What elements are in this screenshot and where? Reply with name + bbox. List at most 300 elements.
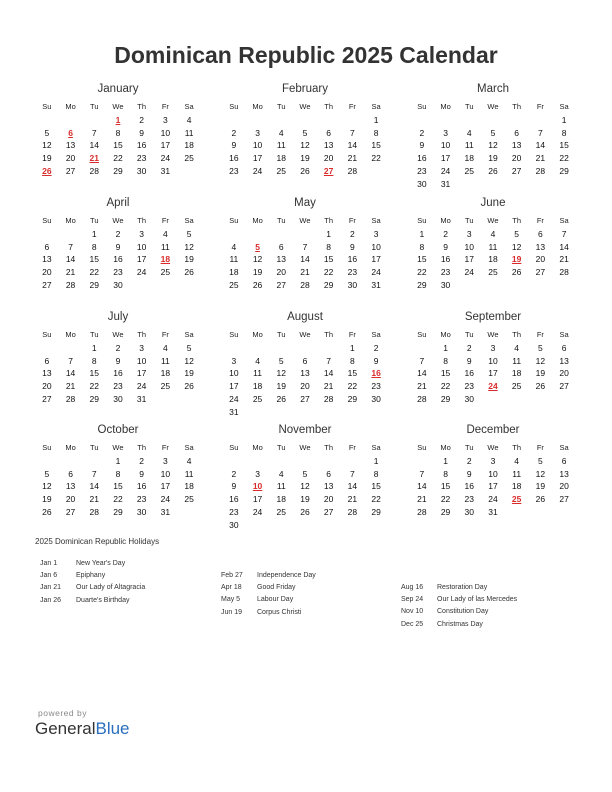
day-cell[interactable]: 23 xyxy=(440,267,451,278)
day-cell[interactable]: 6 xyxy=(538,229,543,239)
day-cell[interactable]: 10 xyxy=(464,241,474,252)
day-cell[interactable]: 24 xyxy=(440,165,451,176)
day-cell[interactable]: 17 xyxy=(488,368,498,379)
day-cell[interactable]: 22 xyxy=(89,381,99,392)
day-cell[interactable]: 13 xyxy=(42,368,52,379)
day-cell[interactable]: 5 xyxy=(514,229,520,239)
day-cell[interactable]: 20 xyxy=(559,368,569,379)
day-cell[interactable]: 22 xyxy=(440,494,451,505)
holiday-day-cell[interactable]: 25 xyxy=(511,494,522,505)
day-cell[interactable]: 27 xyxy=(323,506,334,517)
day-cell[interactable]: 13 xyxy=(535,241,546,252)
day-cell[interactable]: 30 xyxy=(113,393,123,404)
day-cell[interactable]: 26 xyxy=(300,165,310,176)
day-cell[interactable]: 12 xyxy=(535,355,546,366)
holiday-day-cell[interactable]: 6 xyxy=(68,127,73,138)
day-cell[interactable]: 20 xyxy=(511,153,522,164)
day-cell[interactable]: 13 xyxy=(511,140,522,151)
day-cell[interactable]: 29 xyxy=(89,393,99,404)
day-cell[interactable]: 6 xyxy=(302,355,308,366)
day-cell[interactable]: 12 xyxy=(42,140,52,151)
day-cell[interactable]: 28 xyxy=(89,506,99,517)
day-cell[interactable]: 29 xyxy=(347,393,358,404)
day-cell[interactable]: 4 xyxy=(490,229,496,239)
day-cell[interactable]: 5 xyxy=(538,456,543,466)
holiday-day-cell[interactable]: 18 xyxy=(160,254,171,265)
day-cell[interactable]: 15 xyxy=(559,140,569,151)
day-cell[interactable]: 12 xyxy=(535,468,546,479)
day-cell[interactable]: 18 xyxy=(276,494,286,505)
day-cell[interactable]: 9 xyxy=(115,241,121,252)
day-cell[interactable]: 25 xyxy=(252,393,263,404)
day-cell[interactable]: 16 xyxy=(136,481,147,492)
holiday-day-cell[interactable]: 10 xyxy=(252,481,263,492)
day-cell[interactable]: 29 xyxy=(417,279,427,290)
day-cell[interactable]: 22 xyxy=(113,494,123,505)
day-cell[interactable]: 19 xyxy=(42,494,52,505)
day-cell[interactable]: 8 xyxy=(561,127,567,138)
day-cell[interactable]: 15 xyxy=(113,481,123,492)
day-cell[interactable]: 3 xyxy=(373,229,379,239)
day-cell[interactable]: 16 xyxy=(347,254,358,265)
day-cell[interactable]: 6 xyxy=(44,241,50,252)
day-cell[interactable]: 27 xyxy=(300,393,310,404)
day-cell[interactable]: 20 xyxy=(323,494,334,505)
day-cell[interactable]: 2 xyxy=(139,115,145,125)
day-cell[interactable]: 3 xyxy=(231,355,237,366)
day-cell[interactable]: 27 xyxy=(65,165,76,176)
day-cell[interactable]: 13 xyxy=(42,254,52,265)
day-cell[interactable]: 23 xyxy=(417,165,427,176)
day-cell[interactable]: 26 xyxy=(184,267,194,278)
day-cell[interactable]: 5 xyxy=(44,127,50,138)
day-cell[interactable]: 22 xyxy=(417,267,427,278)
day-cell[interactable]: 16 xyxy=(136,140,147,151)
day-cell[interactable]: 16 xyxy=(229,153,239,164)
day-cell[interactable]: 10 xyxy=(488,468,498,479)
day-cell[interactable]: 11 xyxy=(488,241,498,252)
day-cell[interactable]: 24 xyxy=(252,506,263,517)
day-cell[interactable]: 19 xyxy=(184,368,194,379)
day-cell[interactable]: 31 xyxy=(371,279,381,290)
day-cell[interactable]: 14 xyxy=(347,140,358,151)
day-cell[interactable]: 18 xyxy=(229,267,239,278)
day-cell[interactable]: 16 xyxy=(464,368,474,379)
day-cell[interactable]: 10 xyxy=(252,140,263,151)
day-cell[interactable]: 14 xyxy=(65,254,76,265)
day-cell[interactable]: 12 xyxy=(184,241,194,252)
day-cell[interactable]: 20 xyxy=(42,267,52,278)
holiday-day-cell[interactable]: 27 xyxy=(323,165,334,176)
day-cell[interactable]: 7 xyxy=(419,355,425,366)
day-cell[interactable]: 29 xyxy=(323,279,334,290)
day-cell[interactable]: 9 xyxy=(139,127,145,138)
day-cell[interactable]: 6 xyxy=(326,127,332,138)
day-cell[interactable]: 25 xyxy=(276,506,286,517)
day-cell[interactable]: 19 xyxy=(535,481,546,492)
day-cell[interactable]: 11 xyxy=(160,241,170,252)
day-cell[interactable]: 13 xyxy=(559,355,569,366)
day-cell[interactable]: 17 xyxy=(371,254,381,265)
day-cell[interactable]: 25 xyxy=(488,267,498,278)
day-cell[interactable]: 11 xyxy=(184,127,194,138)
day-cell[interactable]: 20 xyxy=(535,254,546,265)
day-cell[interactable]: 29 xyxy=(559,165,569,176)
day-cell[interactable]: 10 xyxy=(488,355,498,366)
day-cell[interactable]: 23 xyxy=(136,153,147,164)
day-cell[interactable]: 4 xyxy=(163,229,168,239)
day-cell[interactable]: 26 xyxy=(252,279,263,290)
day-cell[interactable]: 24 xyxy=(252,165,263,176)
day-cell[interactable]: 3 xyxy=(139,229,145,239)
day-cell[interactable]: 14 xyxy=(417,481,427,492)
day-cell[interactable]: 23 xyxy=(464,494,474,505)
day-cell[interactable]: 28 xyxy=(535,165,546,176)
day-cell[interactable]: 9 xyxy=(115,355,121,366)
day-cell[interactable]: 30 xyxy=(464,393,474,404)
day-cell[interactable]: 23 xyxy=(464,381,474,392)
day-cell[interactable]: 11 xyxy=(184,468,194,479)
day-cell[interactable]: 9 xyxy=(466,468,472,479)
day-cell[interactable]: 7 xyxy=(350,127,355,138)
day-cell[interactable]: 23 xyxy=(347,267,358,278)
day-cell[interactable]: 21 xyxy=(89,494,99,505)
day-cell[interactable]: 29 xyxy=(89,279,99,290)
day-cell[interactable]: 8 xyxy=(91,355,97,366)
day-cell[interactable]: 3 xyxy=(163,456,168,466)
day-cell[interactable]: 23 xyxy=(136,494,147,505)
day-cell[interactable]: 29 xyxy=(371,506,381,517)
day-cell[interactable]: 12 xyxy=(42,481,52,492)
day-cell[interactable]: 7 xyxy=(68,241,73,252)
day-cell[interactable]: 3 xyxy=(443,127,448,138)
day-cell[interactable]: 3 xyxy=(490,456,496,466)
day-cell[interactable]: 26 xyxy=(184,381,194,392)
day-cell[interactable]: 14 xyxy=(65,368,76,379)
day-cell[interactable]: 30 xyxy=(347,279,358,290)
day-cell[interactable]: 28 xyxy=(347,165,358,176)
day-cell[interactable]: 22 xyxy=(371,153,381,164)
day-cell[interactable]: 16 xyxy=(417,153,427,164)
day-cell[interactable]: 9 xyxy=(443,241,448,252)
day-cell[interactable]: 26 xyxy=(488,165,498,176)
day-cell[interactable]: 23 xyxy=(113,381,123,392)
day-cell[interactable]: 4 xyxy=(278,468,284,479)
day-cell[interactable]: 21 xyxy=(65,267,76,278)
day-cell[interactable]: 8 xyxy=(373,468,379,479)
day-cell[interactable]: 7 xyxy=(302,241,308,252)
day-cell[interactable]: 28 xyxy=(65,393,76,404)
day-cell[interactable]: 21 xyxy=(417,381,427,392)
day-cell[interactable]: 6 xyxy=(68,468,73,479)
day-cell[interactable]: 28 xyxy=(559,267,569,278)
day-cell[interactable]: 7 xyxy=(561,229,567,239)
day-cell[interactable]: 31 xyxy=(229,406,239,417)
day-cell[interactable]: 27 xyxy=(42,279,52,290)
day-cell[interactable]: 6 xyxy=(44,355,50,366)
day-cell[interactable]: 10 xyxy=(160,127,171,138)
day-cell[interactable]: 10 xyxy=(136,355,147,366)
holiday-day-cell[interactable]: 21 xyxy=(89,153,99,164)
day-cell[interactable]: 6 xyxy=(278,241,284,252)
day-cell[interactable]: 7 xyxy=(91,468,97,479)
day-cell[interactable]: 25 xyxy=(511,381,522,392)
day-cell[interactable]: 20 xyxy=(559,481,569,492)
day-cell[interactable]: 25 xyxy=(184,494,194,505)
day-cell[interactable]: 15 xyxy=(347,368,358,379)
day-cell[interactable]: 12 xyxy=(252,254,263,265)
day-cell[interactable]: 8 xyxy=(91,241,97,252)
day-cell[interactable]: 13 xyxy=(323,140,334,151)
day-cell[interactable]: 18 xyxy=(511,481,522,492)
day-cell[interactable]: 1 xyxy=(419,229,425,239)
day-cell[interactable]: 11 xyxy=(160,355,170,366)
day-cell[interactable]: 31 xyxy=(160,165,171,176)
day-cell[interactable]: 17 xyxy=(440,153,451,164)
day-cell[interactable]: 18 xyxy=(488,254,498,265)
day-cell[interactable]: 17 xyxy=(252,153,263,164)
day-cell[interactable]: 2 xyxy=(419,127,425,138)
day-cell[interactable]: 10 xyxy=(229,368,239,379)
day-cell[interactable]: 13 xyxy=(65,481,76,492)
day-cell[interactable]: 19 xyxy=(184,254,194,265)
day-cell[interactable]: 19 xyxy=(300,494,310,505)
day-cell[interactable]: 22 xyxy=(371,494,381,505)
day-cell[interactable]: 3 xyxy=(139,343,145,353)
day-cell[interactable]: 28 xyxy=(323,393,334,404)
day-cell[interactable]: 4 xyxy=(186,456,192,466)
day-cell[interactable]: 4 xyxy=(514,343,520,353)
day-cell[interactable]: 5 xyxy=(302,127,308,138)
day-cell[interactable]: 15 xyxy=(371,481,381,492)
day-cell[interactable]: 9 xyxy=(350,241,355,252)
day-cell[interactable]: 11 xyxy=(276,140,286,151)
day-cell[interactable]: 19 xyxy=(252,267,263,278)
day-cell[interactable]: 9 xyxy=(139,468,145,479)
day-cell[interactable]: 8 xyxy=(350,355,355,366)
day-cell[interactable]: 7 xyxy=(538,127,543,138)
day-cell[interactable]: 19 xyxy=(42,153,52,164)
day-cell[interactable]: 31 xyxy=(136,393,147,404)
day-cell[interactable]: 24 xyxy=(371,267,381,278)
day-cell[interactable]: 28 xyxy=(300,279,310,290)
day-cell[interactable]: 26 xyxy=(511,267,522,278)
day-cell[interactable]: 22 xyxy=(347,381,358,392)
day-cell[interactable]: 5 xyxy=(186,343,192,353)
day-cell[interactable]: 1 xyxy=(115,456,121,466)
day-cell[interactable]: 18 xyxy=(511,368,522,379)
day-cell[interactable]: 15 xyxy=(440,481,451,492)
day-cell[interactable]: 17 xyxy=(252,494,263,505)
day-cell[interactable]: 6 xyxy=(561,343,567,353)
day-cell[interactable]: 26 xyxy=(42,506,52,517)
holiday-day-cell[interactable]: 16 xyxy=(371,368,381,379)
day-cell[interactable]: 6 xyxy=(561,456,567,466)
day-cell[interactable]: 11 xyxy=(512,355,522,366)
day-cell[interactable]: 22 xyxy=(559,153,569,164)
day-cell[interactable]: 26 xyxy=(300,506,310,517)
day-cell[interactable]: 26 xyxy=(535,381,546,392)
day-cell[interactable]: 4 xyxy=(514,456,520,466)
day-cell[interactable]: 17 xyxy=(229,381,239,392)
holiday-day-cell[interactable]: 26 xyxy=(42,165,52,176)
day-cell[interactable]: 14 xyxy=(347,481,358,492)
day-cell[interactable]: 23 xyxy=(371,381,381,392)
day-cell[interactable]: 14 xyxy=(323,368,334,379)
day-cell[interactable]: 14 xyxy=(89,481,99,492)
day-cell[interactable]: 1 xyxy=(443,343,448,353)
day-cell[interactable]: 30 xyxy=(136,506,147,517)
day-cell[interactable]: 5 xyxy=(538,343,543,353)
day-cell[interactable]: 27 xyxy=(559,494,569,505)
day-cell[interactable]: 25 xyxy=(464,165,474,176)
day-cell[interactable]: 12 xyxy=(300,140,310,151)
day-cell[interactable]: 14 xyxy=(559,241,569,252)
day-cell[interactable]: 8 xyxy=(115,468,121,479)
day-cell[interactable]: 17 xyxy=(464,254,474,265)
day-cell[interactable]: 13 xyxy=(300,368,310,379)
day-cell[interactable]: 22 xyxy=(113,153,123,164)
day-cell[interactable]: 15 xyxy=(440,368,451,379)
day-cell[interactable]: 20 xyxy=(65,153,76,164)
day-cell[interactable]: 25 xyxy=(160,381,171,392)
day-cell[interactable]: 20 xyxy=(276,267,286,278)
day-cell[interactable]: 14 xyxy=(535,140,546,151)
day-cell[interactable]: 17 xyxy=(488,481,498,492)
day-cell[interactable]: 31 xyxy=(160,506,171,517)
day-cell[interactable]: 28 xyxy=(417,506,427,517)
day-cell[interactable]: 9 xyxy=(466,355,472,366)
day-cell[interactable]: 22 xyxy=(440,381,451,392)
day-cell[interactable]: 28 xyxy=(347,506,358,517)
day-cell[interactable]: 20 xyxy=(42,381,52,392)
day-cell[interactable]: 30 xyxy=(371,393,381,404)
day-cell[interactable]: 8 xyxy=(419,241,425,252)
day-cell[interactable]: 20 xyxy=(323,153,334,164)
day-cell[interactable]: 9 xyxy=(231,140,237,151)
day-cell[interactable]: 1 xyxy=(443,456,448,466)
day-cell[interactable]: 11 xyxy=(464,140,474,151)
day-cell[interactable]: 1 xyxy=(350,343,355,353)
day-cell[interactable]: 15 xyxy=(323,254,334,265)
day-cell[interactable]: 15 xyxy=(89,254,99,265)
day-cell[interactable]: 7 xyxy=(350,468,355,479)
day-cell[interactable]: 13 xyxy=(323,481,334,492)
day-cell[interactable]: 18 xyxy=(184,481,194,492)
day-cell[interactable]: 29 xyxy=(113,165,123,176)
day-cell[interactable]: 6 xyxy=(326,468,332,479)
day-cell[interactable]: 17 xyxy=(136,368,147,379)
day-cell[interactable]: 2 xyxy=(115,229,121,239)
day-cell[interactable]: 25 xyxy=(276,165,286,176)
day-cell[interactable]: 21 xyxy=(535,153,546,164)
day-cell[interactable]: 16 xyxy=(113,254,123,265)
day-cell[interactable]: 16 xyxy=(113,368,123,379)
holiday-day-cell[interactable]: 24 xyxy=(488,381,498,392)
day-cell[interactable]: 4 xyxy=(163,343,168,353)
day-cell[interactable]: 15 xyxy=(89,368,99,379)
day-cell[interactable]: 18 xyxy=(252,381,263,392)
day-cell[interactable]: 14 xyxy=(417,368,427,379)
day-cell[interactable]: 21 xyxy=(347,494,358,505)
day-cell[interactable]: 8 xyxy=(373,127,379,138)
day-cell[interactable]: 1 xyxy=(91,229,97,239)
day-cell[interactable]: 9 xyxy=(373,355,379,366)
day-cell[interactable]: 30 xyxy=(464,506,474,517)
day-cell[interactable]: 11 xyxy=(276,481,286,492)
day-cell[interactable]: 8 xyxy=(326,241,332,252)
day-cell[interactable]: 2 xyxy=(443,229,448,239)
day-cell[interactable]: 11 xyxy=(512,468,522,479)
day-cell[interactable]: 21 xyxy=(417,494,427,505)
day-cell[interactable]: 21 xyxy=(300,267,310,278)
day-cell[interactable]: 28 xyxy=(89,165,99,176)
day-cell[interactable]: 24 xyxy=(464,267,474,278)
day-cell[interactable]: 7 xyxy=(419,468,425,479)
day-cell[interactable]: 24 xyxy=(488,494,498,505)
day-cell[interactable]: 10 xyxy=(136,241,147,252)
day-cell[interactable]: 19 xyxy=(276,381,286,392)
day-cell[interactable]: 1 xyxy=(91,343,97,353)
day-cell[interactable]: 4 xyxy=(255,355,260,366)
day-cell[interactable]: 18 xyxy=(184,140,194,151)
day-cell[interactable]: 27 xyxy=(42,393,52,404)
day-cell[interactable]: 10 xyxy=(371,241,381,252)
day-cell[interactable]: 16 xyxy=(464,481,474,492)
day-cell[interactable]: 27 xyxy=(65,506,76,517)
day-cell[interactable]: 14 xyxy=(300,254,310,265)
day-cell[interactable]: 21 xyxy=(347,153,358,164)
day-cell[interactable]: 13 xyxy=(65,140,76,151)
day-cell[interactable]: 24 xyxy=(229,393,239,404)
day-cell[interactable]: 23 xyxy=(229,165,239,176)
day-cell[interactable]: 3 xyxy=(255,127,260,138)
day-cell[interactable]: 16 xyxy=(229,494,239,505)
day-cell[interactable]: 29 xyxy=(113,506,123,517)
day-cell[interactable]: 5 xyxy=(302,468,308,479)
day-cell[interactable]: 19 xyxy=(535,368,546,379)
day-cell[interactable]: 5 xyxy=(278,355,284,366)
day-cell[interactable]: 26 xyxy=(535,494,546,505)
day-cell[interactable]: 15 xyxy=(113,140,123,151)
day-cell[interactable]: 24 xyxy=(160,153,171,164)
day-cell[interactable]: 28 xyxy=(65,279,76,290)
day-cell[interactable]: 10 xyxy=(160,468,171,479)
day-cell[interactable]: 2 xyxy=(139,456,145,466)
day-cell[interactable]: 16 xyxy=(440,254,451,265)
day-cell[interactable]: 2 xyxy=(373,343,379,353)
day-cell[interactable]: 6 xyxy=(514,127,520,138)
day-cell[interactable]: 17 xyxy=(160,481,171,492)
day-cell[interactable]: 26 xyxy=(276,393,286,404)
day-cell[interactable]: 1 xyxy=(373,115,379,125)
day-cell[interactable]: 12 xyxy=(184,355,194,366)
day-cell[interactable]: 20 xyxy=(300,381,310,392)
holiday-day-cell[interactable]: 5 xyxy=(255,241,260,252)
day-cell[interactable]: 18 xyxy=(276,153,286,164)
day-cell[interactable]: 8 xyxy=(115,127,121,138)
day-cell[interactable]: 27 xyxy=(511,165,522,176)
day-cell[interactable]: 17 xyxy=(136,254,147,265)
day-cell[interactable]: 2 xyxy=(350,229,355,239)
day-cell[interactable]: 30 xyxy=(440,279,451,290)
day-cell[interactable]: 4 xyxy=(466,127,472,138)
day-cell[interactable]: 2 xyxy=(466,343,472,353)
day-cell[interactable]: 20 xyxy=(65,494,76,505)
day-cell[interactable]: 27 xyxy=(276,279,286,290)
day-cell[interactable]: 15 xyxy=(417,254,427,265)
day-cell[interactable]: 12 xyxy=(300,481,310,492)
